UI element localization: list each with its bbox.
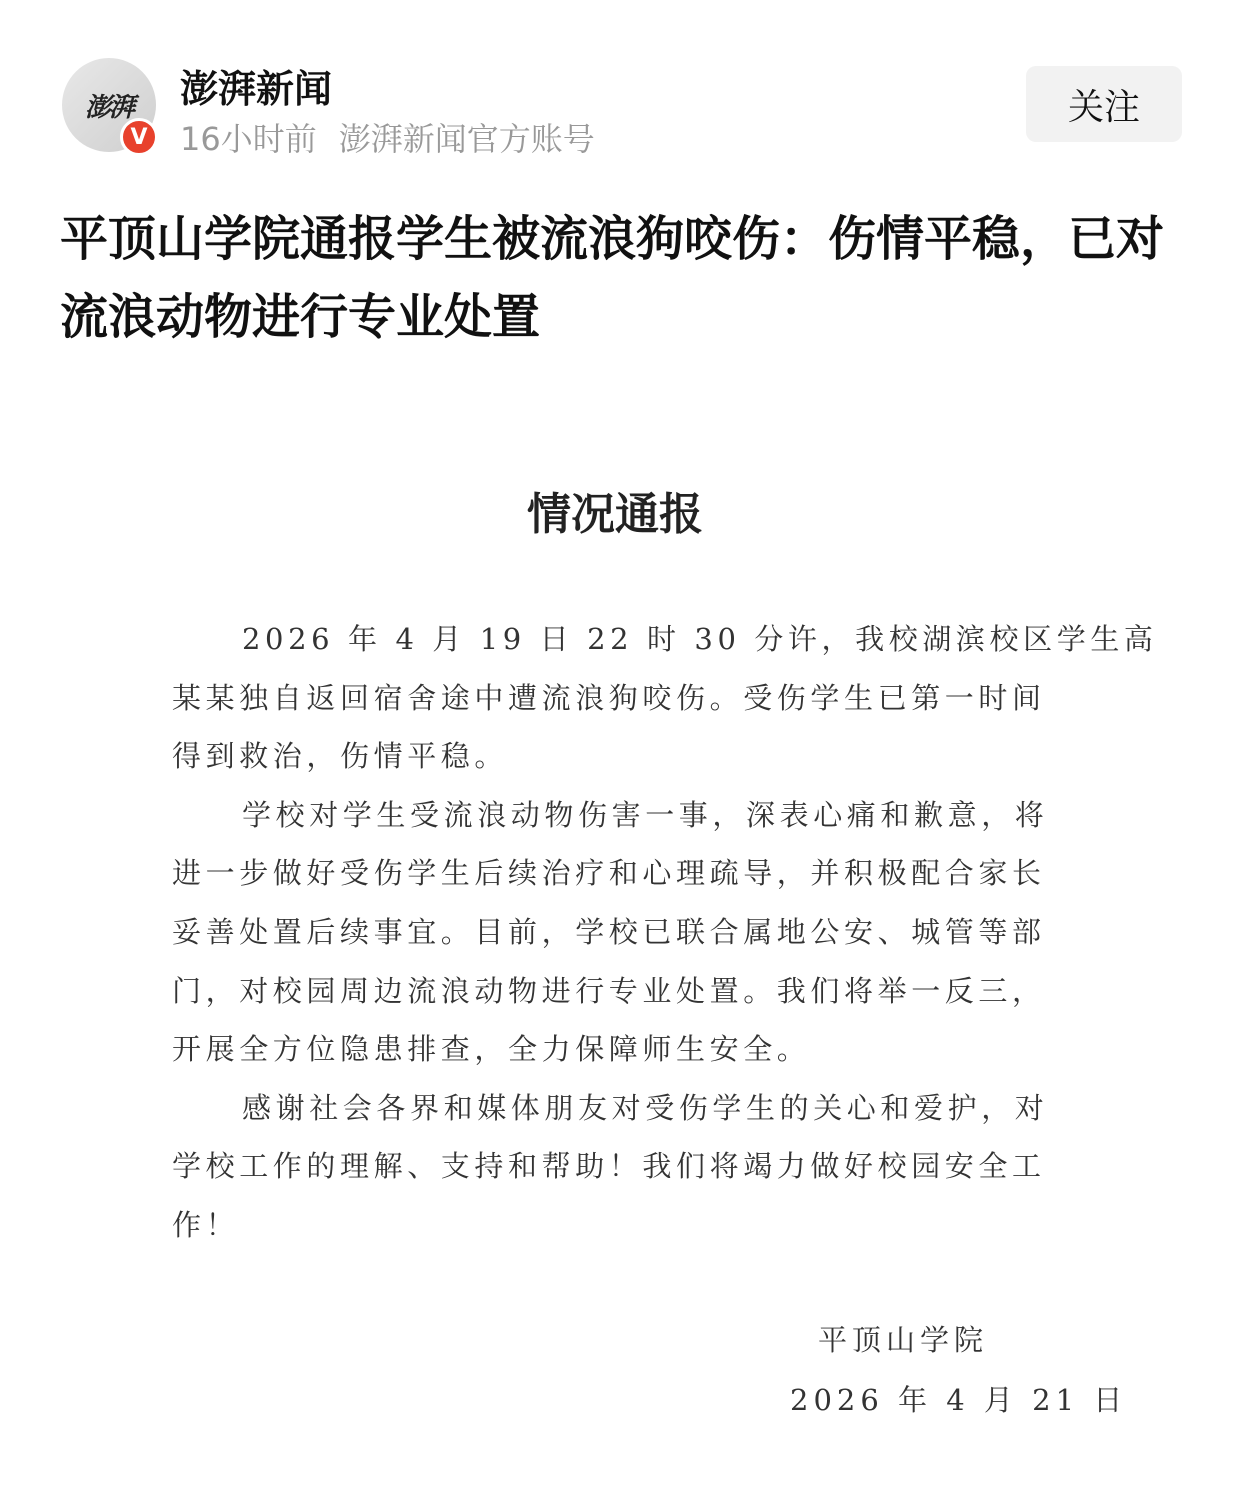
notice-title: 情况通报 [527,489,703,540]
avatar-logo-text: 澎湃 [84,92,133,123]
notice-line: 感谢社会各界和媒体朋友对受伤学生的关心和爱护，对 [242,1090,1049,1125]
notice-signature: 平顶山学院 [818,1323,989,1357]
notice-body [160,610,1158,1255]
notice-line: 妥善处置后续事宜。目前，学校已联合属地公安、城管等部 [172,914,1046,949]
verified-badge-icon: V [120,118,158,156]
notice-line: 进一步做好受伤学生后续治疗和心理疏导，并积极配合家长 [172,856,1046,891]
article-headline: 平顶山学院通报学生被流浪狗咬伤：伤情平稳，已对流浪动物进行专业处置 [60,211,1165,345]
follow-button[interactable]: 关注 [1026,66,1182,142]
post-meta [180,114,595,160]
notice-image [160,470,1158,1255]
notice-line: 作！ [172,1207,240,1242]
account-description: 澎湃新闻官方账号 [338,120,595,158]
notice-line: 学校对学生受流浪动物伤害一事，深表心痛和歉意，将 [242,797,1049,832]
post-time: 16小时前 [180,120,317,158]
notice-line: 学校工作的理解、支持和帮助！我们将竭力做好校园安全工 [172,1149,1046,1184]
notice-line: 得到救治，伤情平稳。 [172,739,509,774]
notice-line: 门，对校园周边流浪动物进行专业处置。我们将举一反三， [172,973,1046,1008]
notice-date: 2026 年 4 月 21 日 [790,1383,1128,1417]
notice-line: 某某独自返回宿舍途中遭流浪狗咬伤。受伤学生已第一时间 [172,680,1046,715]
notice-line: 2026 年 4 月 19 日 22 时 30 分许，我校湖滨校区学生高 [242,622,1158,656]
notice-line: 开展全方位隐患排查，全力保障师生安全。 [172,1032,811,1067]
account-name[interactable]: 澎湃新闻 [180,67,333,111]
